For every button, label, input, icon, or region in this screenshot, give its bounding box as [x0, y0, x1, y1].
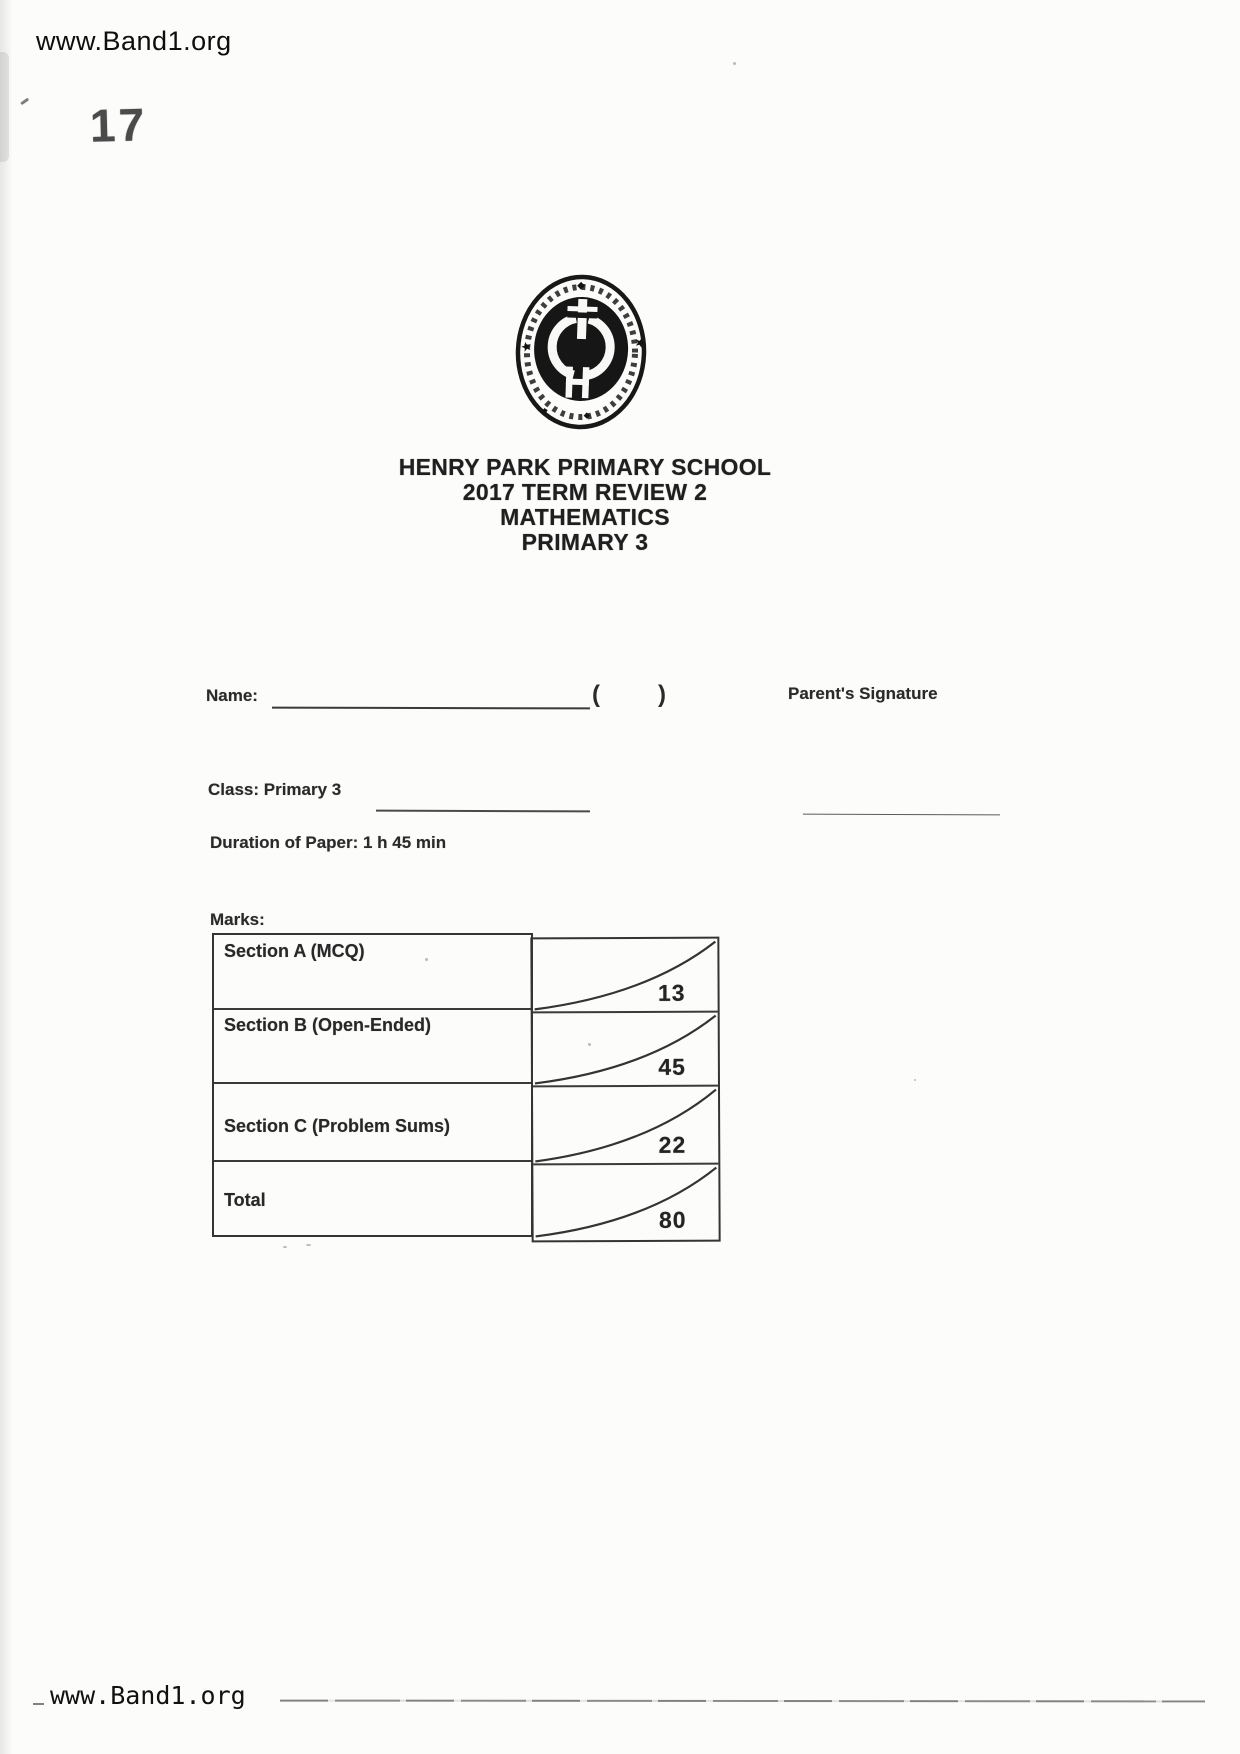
- scan-speck: [425, 958, 428, 961]
- school-name: HENRY PARK PRIMARY SCHOOL: [398, 454, 772, 480]
- marks-label: Marks:: [210, 910, 265, 929]
- scan-speck: [588, 1043, 591, 1046]
- diagonal-slash: [532, 939, 717, 1012]
- duration-label: Duration of Paper: 1 h 45 min: [210, 833, 447, 852]
- marks-value: 13: [657, 979, 686, 1006]
- scan-speck: [283, 1246, 287, 1248]
- scan-speck: [306, 1244, 311, 1246]
- section-label: Section B (Open-Ended): [214, 1008, 531, 1082]
- total-label: Total: [214, 1160, 531, 1234]
- marks-table-label-column: [212, 933, 533, 1237]
- footer-tick-mark: [33, 1703, 44, 1705]
- page-edge-shading: [0, 0, 13, 1754]
- marks-cell: [532, 939, 717, 1012]
- exam-title: 2017 TERM REVIEW 2: [462, 479, 708, 505]
- footer-line: [280, 1700, 1205, 1703]
- school-crest-logo: [512, 272, 650, 432]
- level-title: PRIMARY 3: [521, 529, 649, 555]
- marks-value: 80: [658, 1206, 687, 1233]
- class-underline: [376, 790, 590, 813]
- marks-value: 45: [658, 1053, 686, 1080]
- index-parenthesis-close: ): [658, 681, 666, 708]
- marks-cell: [533, 1085, 718, 1164]
- marks-cell: [533, 1011, 718, 1086]
- scan-tick-mark: [20, 98, 29, 105]
- subject-title: MATHEMATICS: [500, 504, 670, 530]
- scan-speck: [914, 1079, 916, 1081]
- name-underline: [272, 687, 590, 710]
- name-label: Name:: [206, 686, 258, 705]
- marks-value: 22: [658, 1131, 687, 1158]
- diagonal-slash: [533, 1013, 718, 1086]
- crest-star-right: ★: [632, 333, 649, 352]
- diagonal-slash: [533, 1165, 718, 1239]
- watermark-bottom: www.Band1.org: [50, 1681, 246, 1710]
- parent-signature-label: Parent's Signature: [788, 684, 938, 703]
- marks-cell: [533, 1163, 718, 1239]
- parent-signature-line: [803, 795, 1000, 816]
- section-label: Section C (Problem Sums): [214, 1082, 531, 1160]
- marks-table-value-column: [530, 937, 720, 1243]
- section-label: Section A (MCQ): [224, 941, 365, 961]
- scan-speck: [733, 62, 736, 65]
- diagonal-slash: [533, 1087, 718, 1164]
- exam-header: [345, 455, 825, 555]
- index-parenthesis-open: (: [592, 681, 600, 708]
- page-number: 17: [89, 98, 148, 152]
- watermark-top: www.Band1.org: [36, 26, 232, 56]
- page-edge-shading: [0, 52, 9, 162]
- crest-star-left: ★: [518, 337, 534, 356]
- class-label: Class: Primary 3: [208, 780, 342, 799]
